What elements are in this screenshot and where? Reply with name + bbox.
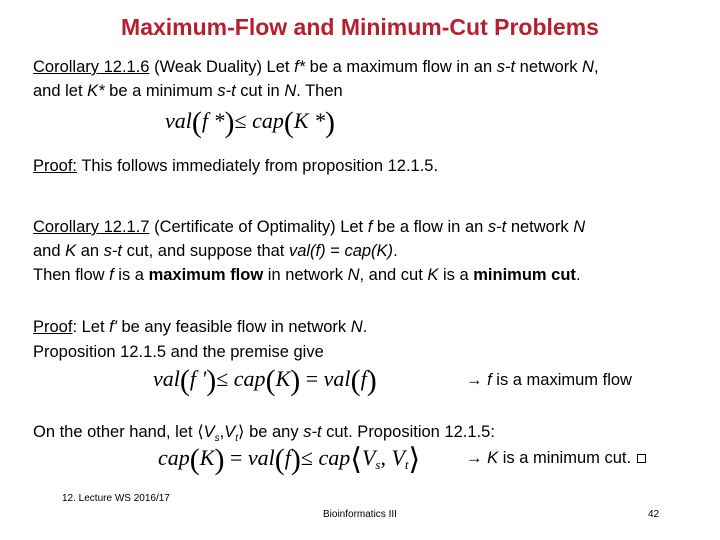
math-op: ≤ bbox=[216, 366, 229, 391]
proof-label: Proof: bbox=[33, 157, 78, 175]
text-span: This follows immediately from proposition 12.1.5. bbox=[77, 157, 439, 175]
proof-2-line2: Proposition 12.1.5 and the premise give bbox=[33, 343, 324, 361]
math-fn: val bbox=[247, 445, 275, 470]
paren: ( bbox=[191, 106, 202, 139]
page-title: Maximum-Flow and Minimum-Cut Problems bbox=[121, 14, 599, 40]
angle-bracket: ⟩ bbox=[408, 443, 421, 476]
text-span: be a flow in an bbox=[372, 218, 488, 236]
text-span: network bbox=[515, 58, 583, 76]
text-span: , bbox=[219, 423, 225, 441]
text-span: is a bbox=[113, 266, 149, 284]
math-op: , bbox=[380, 445, 392, 470]
math-var: N bbox=[573, 218, 586, 236]
text-span: network bbox=[506, 218, 574, 236]
math-var: f* bbox=[294, 58, 306, 76]
footer-course: Bioinformatics III bbox=[323, 509, 397, 520]
page-number: 42 bbox=[648, 509, 660, 520]
text-span: in network bbox=[263, 266, 348, 284]
math-arg: K bbox=[275, 366, 291, 391]
text-span: cut, and suppose that bbox=[122, 242, 289, 260]
conclusion-min-cut bbox=[466, 448, 646, 468]
text-span: , bbox=[593, 58, 599, 76]
proof-label: Proof bbox=[33, 318, 73, 336]
bold-term: maximum flow bbox=[148, 266, 264, 284]
math-var: f bbox=[109, 266, 114, 284]
math-arg: K bbox=[199, 445, 215, 470]
corollary-1216-line2 bbox=[33, 81, 343, 101]
math-fn: val bbox=[165, 108, 192, 133]
math-fn: cap bbox=[318, 445, 351, 470]
qed-square-icon bbox=[637, 454, 646, 463]
text-span: and let bbox=[33, 82, 88, 100]
math-var: K* bbox=[87, 82, 105, 100]
arrow-icon: → bbox=[466, 371, 488, 389]
text-span: , and cut bbox=[359, 266, 428, 284]
conclusion-max-flow bbox=[466, 370, 632, 390]
angle-bracket: ⟨ bbox=[197, 423, 204, 441]
math-var: V bbox=[203, 423, 215, 441]
equation-certificate: val(f ')≤ cap(K) = val(f) bbox=[153, 364, 377, 397]
text-span: Then flow bbox=[33, 266, 110, 284]
text-span: (Certificate of Optimality) Let bbox=[149, 218, 368, 236]
math-op: ≤ bbox=[300, 445, 313, 470]
text-span: = bbox=[325, 242, 345, 260]
proof-1 bbox=[33, 156, 438, 176]
math-arg: f ' bbox=[189, 366, 207, 391]
math-var: f bbox=[487, 371, 492, 389]
angle-bracket: ⟨ bbox=[350, 443, 362, 476]
corollary-1217-line1 bbox=[33, 217, 585, 237]
math-var: N bbox=[284, 82, 297, 100]
corollary-1216-label: Corollary 12.1.6 bbox=[33, 58, 150, 76]
math-var: cap(K) bbox=[344, 242, 394, 260]
math-fn: cap bbox=[158, 445, 190, 470]
math-var: f' bbox=[109, 318, 117, 336]
text-span: and bbox=[33, 242, 66, 260]
paren: ( bbox=[283, 106, 294, 139]
corollary-1217-line2 bbox=[33, 241, 398, 261]
text-span: an bbox=[76, 242, 104, 260]
subscript: t bbox=[235, 433, 239, 444]
subscript: s bbox=[375, 457, 381, 472]
text-span: . bbox=[362, 318, 368, 336]
math-fn: cap bbox=[233, 366, 266, 391]
text-span: cut. Proposition 12.1.5: bbox=[321, 423, 495, 441]
corollary-1217-line3 bbox=[33, 265, 581, 285]
math-var: N bbox=[347, 266, 360, 284]
math-var: V bbox=[391, 445, 405, 470]
text-span: . bbox=[575, 266, 581, 284]
math-var: K bbox=[65, 242, 77, 260]
text-span: . bbox=[393, 242, 398, 260]
math-var: K bbox=[427, 266, 439, 284]
math-var: K bbox=[487, 449, 499, 467]
math-var: s-t bbox=[487, 218, 507, 236]
math-var: f bbox=[367, 218, 373, 236]
math-op: = bbox=[229, 445, 243, 470]
math-fn: val bbox=[323, 366, 351, 391]
paren: ) bbox=[224, 106, 235, 139]
math-var: s-t bbox=[303, 423, 322, 441]
math-arg: f bbox=[284, 445, 291, 470]
text-span: be any feasible flow in network bbox=[116, 318, 351, 336]
text-span: be a maximum flow in an bbox=[305, 58, 497, 76]
math-arg: f * bbox=[201, 108, 225, 133]
text-span: . Then bbox=[296, 82, 343, 100]
math-var: N bbox=[350, 318, 363, 336]
proof-2-line1 bbox=[33, 317, 367, 337]
text-span: On the other hand, let bbox=[33, 423, 198, 441]
corollary-1217-label: Corollary 12.1.7 bbox=[33, 218, 150, 236]
math-var: s-t bbox=[496, 58, 516, 76]
equation-min-cut: $cap(K) = val(f)\le cap⟨V_s$, $V_t⟩$ bbox=[158, 443, 421, 476]
footer-lecture: 12. Lecture WS 2016/17 bbox=[62, 493, 170, 504]
corollary-1216-line1 bbox=[33, 57, 599, 77]
angle-bracket: ⟩ bbox=[238, 423, 245, 441]
math-var: V bbox=[361, 445, 376, 470]
text-span: is a maximum flow bbox=[491, 371, 632, 389]
arrow-icon: → bbox=[466, 449, 488, 467]
math-var: val(f) bbox=[288, 242, 326, 260]
text-span: is a minimum cut. bbox=[498, 449, 632, 467]
math-var: s-t bbox=[103, 242, 123, 260]
text-span: (Weak Duality) Let bbox=[149, 58, 295, 76]
math-op: ≤ bbox=[234, 108, 247, 133]
text-span: : Let bbox=[72, 318, 110, 336]
math-var: N bbox=[582, 58, 594, 76]
subscript: t bbox=[404, 457, 409, 472]
math-var: s-t bbox=[217, 82, 236, 100]
math-fn: val bbox=[153, 366, 180, 391]
math-fn: cap bbox=[252, 108, 284, 133]
text-span: cut in bbox=[235, 82, 285, 100]
paren: ) bbox=[325, 106, 336, 139]
math-arg: K * bbox=[293, 108, 326, 133]
math-var: V bbox=[224, 423, 236, 441]
math-arg: f bbox=[360, 366, 367, 391]
bold-term: minimum cut bbox=[473, 266, 576, 284]
text-span: be any bbox=[244, 423, 304, 441]
text-span: be a minimum bbox=[104, 82, 218, 100]
subscript: s bbox=[214, 433, 220, 444]
math-op: = bbox=[305, 366, 319, 391]
equation-weak-duality bbox=[165, 106, 335, 140]
text-span: is a bbox=[438, 266, 474, 284]
